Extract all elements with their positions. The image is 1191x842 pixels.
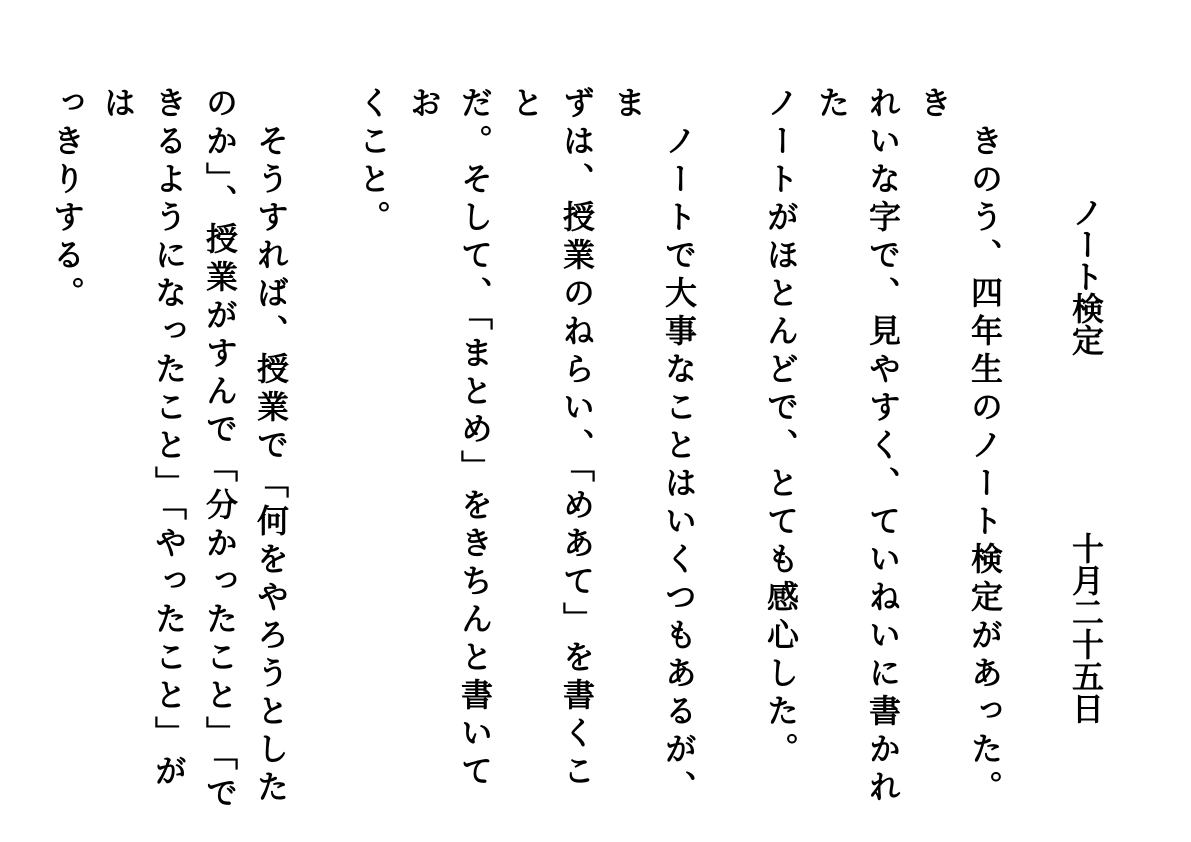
text-line: ずは、授業のねらい、「めあて」を書くこと (507, 86, 596, 792)
text-line: れいな字で、見やすく、ていねいに書かれた (813, 86, 902, 808)
text-line: くこと。 (354, 86, 392, 238)
text-line (0, 86, 41, 826)
text-line: だ。そして、「まとめ」をきちんと書いてお (405, 86, 494, 792)
text-line: っきりする。 (48, 86, 86, 314)
text-line: ノートがほとんどで、とても感心した。 (762, 86, 800, 770)
text-line: ノートで大事なことはいくつもあるが、ま (609, 86, 698, 808)
date: 十月二十五日 (1067, 532, 1105, 724)
text-line: のか」、授業がすんで「分かったこと」「で (201, 86, 239, 814)
text-line (704, 86, 755, 826)
text-line: そうすれば、授業で「何をやろうとした (252, 86, 290, 808)
body-text (48, 86, 1010, 826)
text-line: きのう、四年生のノート検定があった。き (915, 86, 1004, 808)
title: ノート検定 (1067, 196, 1105, 356)
text-line (296, 86, 347, 826)
text-line: きるようになったこと」「やったこと」がは (99, 86, 188, 792)
